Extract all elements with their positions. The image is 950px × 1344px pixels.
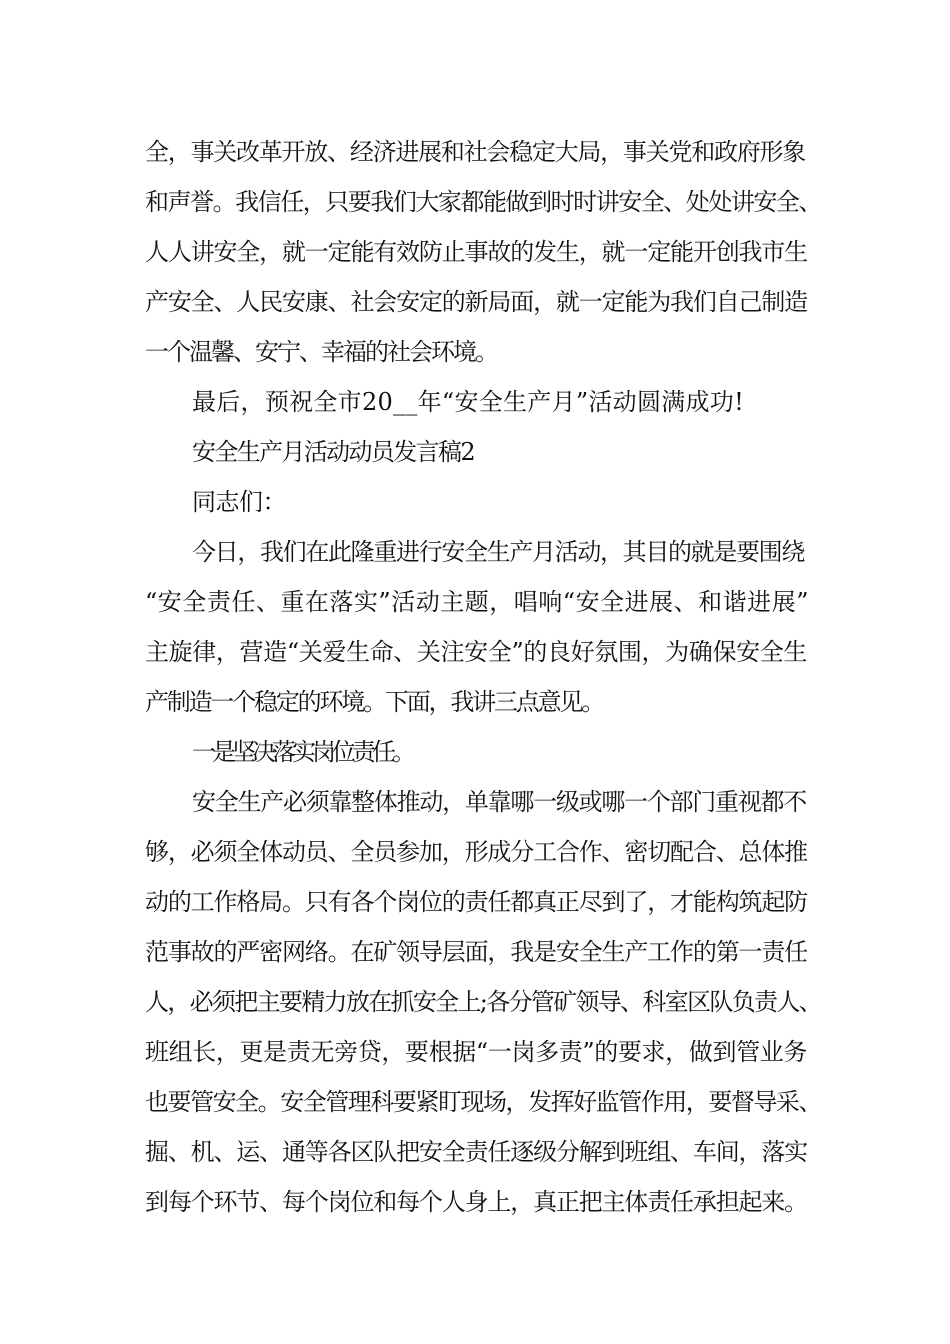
text-line: 安全生产必须靠整体推动，单靠哪一级或哪一个部门重视都不 — [192, 788, 806, 816]
section-heading: 安全生产月活动动员发言稿2 — [192, 438, 474, 466]
text-line: 班组长，更是责无旁贷，要根据“一岗多责”的要求，做到管业务 — [145, 1038, 807, 1066]
text-line: 范事故的严密网络。在矿领导层面，我是安全生产工作的第一责任 — [145, 938, 807, 966]
text-line: 够，必须全体动员、全员参加，形成分工合作、密切配合、总体推 — [145, 838, 807, 866]
text-line: 全，事关改革开放、经济进展和社会稳定大局，事关党和政府形象 — [145, 138, 805, 166]
text-line: 产安全、人民安康、社会安定的新局面，就一定能为我们自己制造 — [145, 288, 807, 316]
text-line: 人，必须把主要精力放在抓安全上;各分管矿领导、科室区队负责人、 — [145, 988, 821, 1016]
text-line: 动的工作格局。只有各个岗位的责任都真正尽到了，才能构筑起防 — [145, 888, 807, 916]
salutation: 同志们： — [192, 488, 286, 516]
text-line: 一是坚决落实岗位责任。 — [192, 738, 412, 766]
text-line: 今日，我们在此隆重进行安全生产月活动，其目的就是要围绕 — [192, 538, 804, 566]
text-line: 主旋律，营造“关爱生命、关注安全”的良好氛围，为确保安全生 — [145, 638, 807, 666]
text-line: 人人讲安全，就一定能有效防止事故的发生，就一定能开创我市生 — [145, 238, 807, 266]
text-line: 掘、机、运、通等各区队把安全责任逐级分解到班组、车间，落实 — [145, 1138, 807, 1166]
text-line: 也要管安全。安全管理科要紧盯现场，发挥好监管作用，要督导采、 — [145, 1088, 821, 1116]
text-line: 到每个环节、每个岗位和每个人身上，真正把主体责任承担起来。 — [145, 1188, 807, 1216]
text-line: 最后，预祝全市20__年“安全生产月”活动圆满成功! — [192, 388, 744, 416]
text-line: 产制造一个稳定的环境。下面，我讲三点意见。 — [145, 688, 603, 716]
text-line: 一个温馨、安宁、幸福的社会环境。 — [145, 338, 497, 366]
text-line: 和声誉。我信任，只要我们大家都能做到时时讲安全、处处讲安全、 — [145, 188, 821, 216]
text-line: “安全责任、重在落实”活动主题，唱响“安全进展、和谐进展” — [145, 588, 809, 616]
